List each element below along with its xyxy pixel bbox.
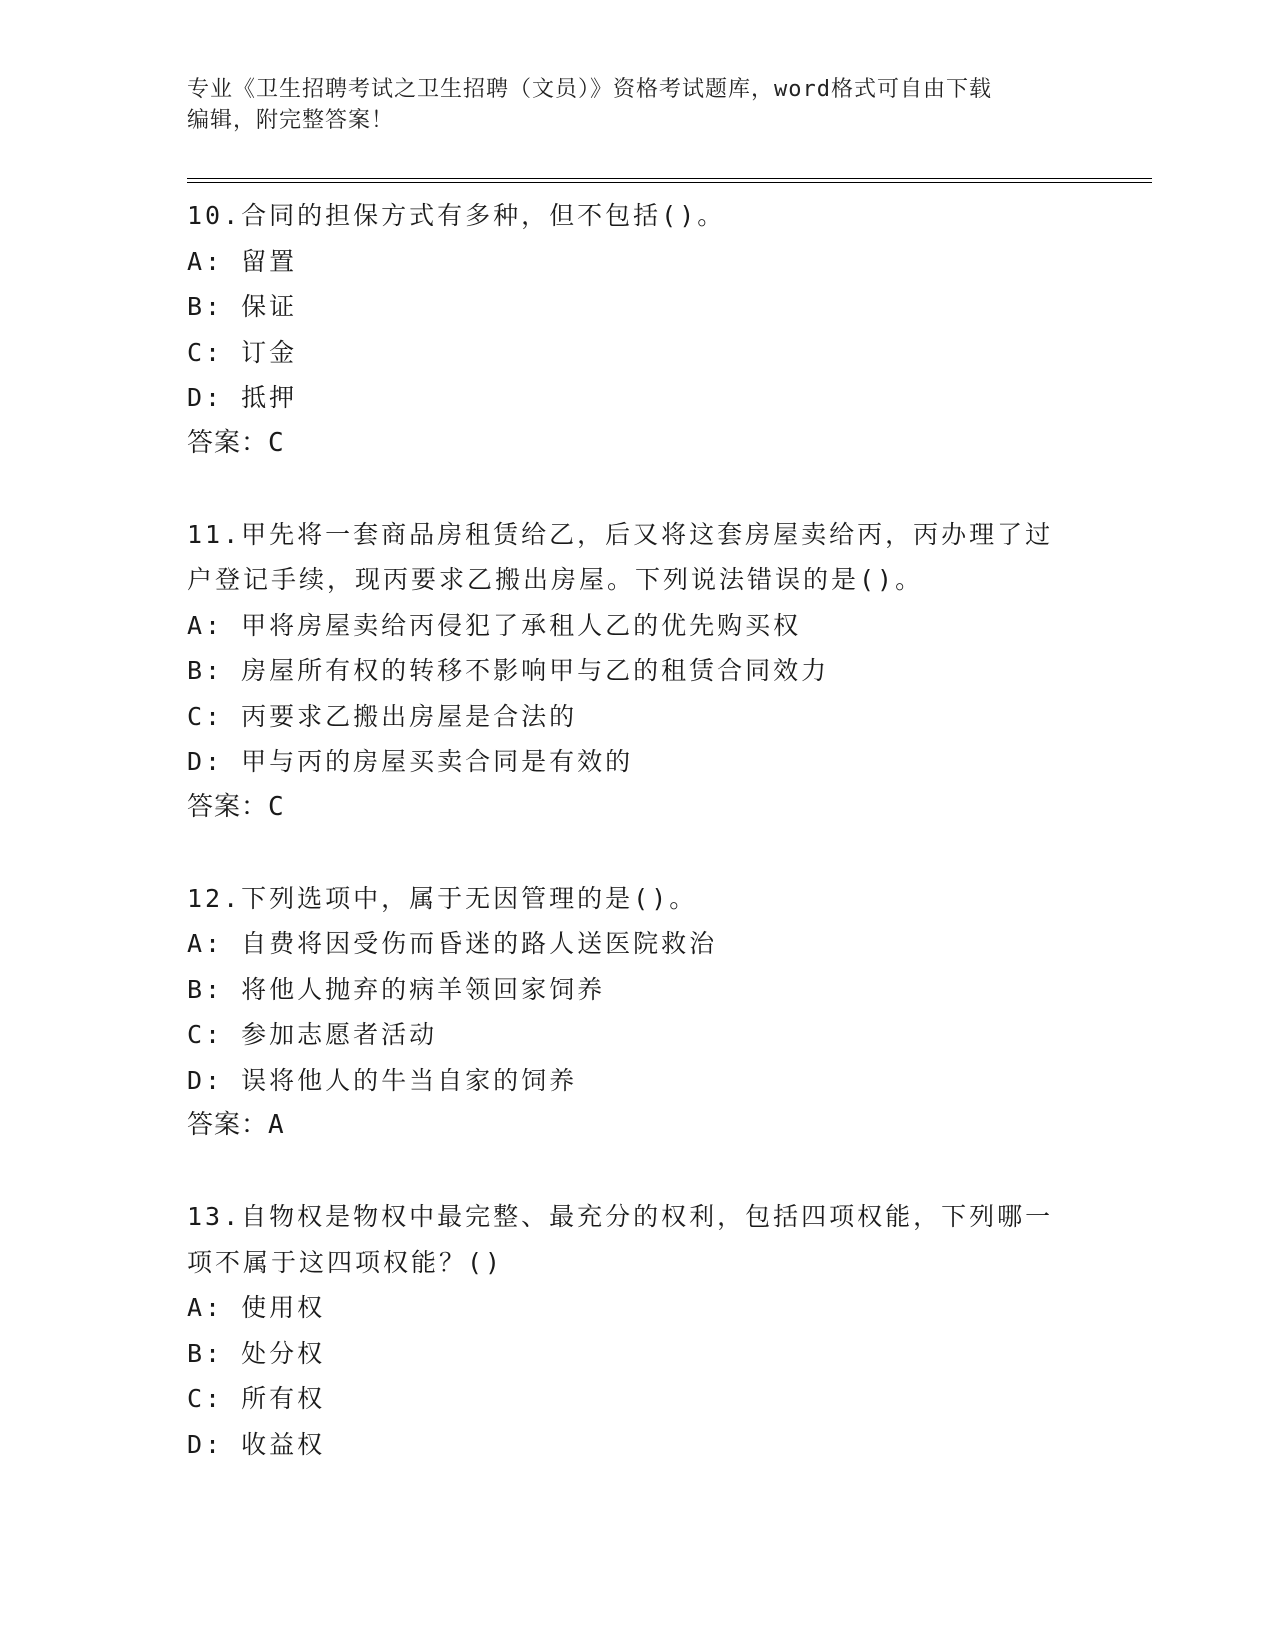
answer-line	[187, 785, 1087, 831]
option-b: B: 房屋所有权的转移不影响甲与乙的租赁合同效力	[187, 656, 830, 685]
answer-label: 答案：	[187, 427, 269, 458]
option-b: B: 处分权	[187, 1338, 326, 1368]
answer-value: A	[268, 1110, 285, 1140]
question-spacer	[187, 830, 1087, 876]
question-stem: 11.甲先将一套商品房租赁给乙，后又将这套房屋卖给丙，丙办理了过	[187, 519, 1054, 549]
option-a: A: 使用权	[187, 1293, 326, 1322]
question-list	[187, 193, 1087, 1467]
question-spacer	[187, 1149, 1087, 1195]
answer-label: 答案：	[187, 1110, 269, 1140]
question-stem: 13.自物权是物权中最完整、最充分的权利，包括四项权能，下列哪一	[187, 1202, 1054, 1231]
question-stem: 12.下列选项中，属于无因管理的是()。	[187, 883, 698, 913]
header-rule	[187, 182, 1152, 183]
option-d: D: 甲与丙的房屋买卖合同是有效的	[187, 747, 634, 776]
option-b: B: 将他人抛弃的病羊领回家饲养	[187, 974, 606, 1004]
header-line: 专业《卫生招聘考试之卫生招聘（文员）》资格考试题库，word格式可自由下载	[187, 77, 992, 102]
answer-label: 答案：	[187, 791, 269, 822]
question-item	[187, 1194, 1087, 1467]
option-c: C: 参加志愿者活动	[187, 1020, 438, 1049]
option-c: C: 订金	[187, 337, 298, 367]
question-item	[187, 876, 1087, 1149]
option-a: A: 自费将因受伤而昏迷的路人送医院救治	[187, 929, 718, 958]
option-a: A: 留置	[187, 246, 298, 276]
question-item	[187, 193, 1087, 466]
header-rule	[187, 178, 1152, 179]
question-spacer	[187, 466, 1087, 512]
question-stem: 户登记手续，现丙要求乙搬出房屋。下列说法错误的是()。	[187, 565, 924, 594]
question-stem: 项不属于这四项权能？()	[187, 1247, 504, 1277]
option-a: A: 甲将房屋卖给丙侵犯了承租人乙的优先购买权	[187, 610, 802, 640]
option-c: C: 所有权	[187, 1384, 326, 1413]
question-stem: 10.合同的担保方式有多种，但不包括()。	[187, 201, 726, 230]
option-d: D: 抵押	[187, 383, 298, 412]
option-d: D: 误将他人的牛当自家的饲养	[187, 1065, 578, 1095]
answer-line	[187, 1103, 1087, 1149]
answer-value: C	[268, 791, 285, 822]
option-c: C: 丙要求乙搬出房屋是合法的	[187, 701, 578, 731]
option-b: B: 保证	[187, 292, 298, 321]
document-header	[187, 74, 1087, 136]
answer-value: C	[268, 427, 285, 458]
option-d: D: 收益权	[187, 1429, 326, 1459]
header-line: 编辑，附完整答案！	[187, 108, 395, 133]
question-item	[187, 512, 1087, 831]
answer-line	[187, 421, 1087, 467]
